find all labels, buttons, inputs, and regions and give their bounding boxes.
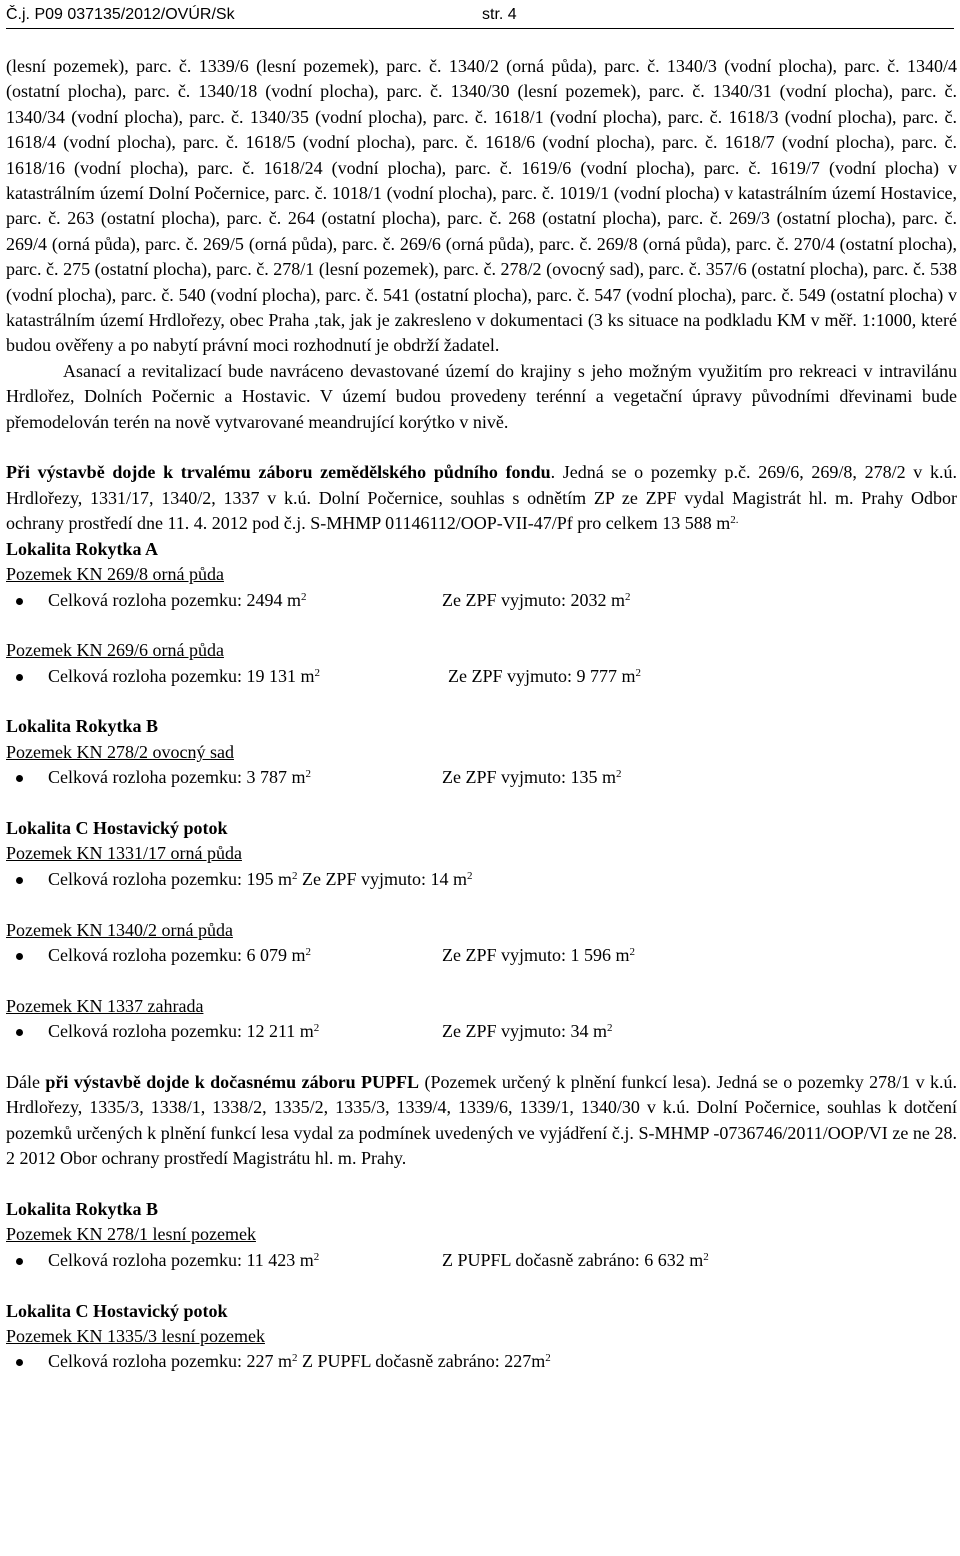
loc-c-p3-item	[6, 1019, 957, 1044]
loc-c2-p1-item	[6, 1349, 957, 1374]
loc-b-p1-area: Celková rozloha pozemku: 3 787 $m^2$	[48, 767, 311, 788]
zabor-text: . Jedná se o pozemky p.č. 269/6, 269/8, 278/2 v k.ú. Hrdlořezy, 1331/17, 1340/2, 1337 v k.ú. Dolní Počernice, souhlas s odnětím ZP ze ZPF vydal Magistrát hl. m. Prahy Odbor ochrany prostředí dne 11. 4. 2012 pod č.j. S-MHMP 01146112/OOP-VII-47/Pf pro celkem 13 588 m	[6, 462, 957, 534]
loc-a-p1-item	[6, 588, 957, 613]
loc-b2-p1-name: Pozemek KN 278/1 lesní pozemek	[6, 1224, 256, 1245]
loc-c-p1-name: Pozemek KN 1331/17 orná půda	[6, 843, 242, 864]
loc-c-p3-area: Celková rozloha pozemku: 12 211 $m^2$	[48, 1021, 320, 1042]
zabor-sup: 2.	[730, 514, 739, 527]
bullet-icon	[16, 598, 23, 605]
bullet-icon	[16, 953, 23, 960]
loc-c-p3-name: Pozemek KN 1337 zahrada	[6, 995, 204, 1016]
loc-b2-p1-zpf: Z PUPFL dočasně zabráno: 6 632 $m^2$	[442, 1249, 709, 1270]
loc-a-p2-item	[6, 664, 957, 689]
page-number: str. 4	[482, 6, 517, 23]
loc-a-p2-name: Pozemek KN 269/6 orná půda	[6, 640, 224, 661]
header-rule	[6, 28, 954, 29]
zabor-paragraph	[6, 460, 957, 536]
bullet-icon	[16, 674, 23, 681]
loc-c-p2-zpf: Ze ZPF vyjmuto: 1 596 $m^2$	[442, 945, 636, 966]
loc-b-p1-zpf: Ze ZPF vyjmuto: 135 $m^2$	[442, 767, 622, 788]
loc-b-p1-name: Pozemek KN 278/2 ovocný sad	[6, 741, 234, 762]
bullet-icon	[16, 1029, 23, 1036]
page-header	[6, 4, 954, 30]
loc-c-title: Lokalita C Hostavický potok	[6, 818, 228, 839]
loc-c-p1-area: Celková rozloha pozemku: 195 $m^2$ Ze ZPF vyjmuto: 14 $m^2$	[48, 868, 473, 889]
loc-c-p2-name: Pozemek KN 1340/2 orná půda	[6, 919, 233, 940]
bullet-icon	[16, 877, 23, 884]
loc-c2-p1-name: Pozemek KN 1335/3 lesní pozemek	[6, 1326, 265, 1347]
bullet-icon	[16, 1359, 23, 1366]
loc-a-title: Lokalita Rokytka A	[6, 538, 159, 559]
document-body	[6, 54, 957, 1375]
loc-b2-p1-area: Celková rozloha pozemku: 11 423 $m^2$	[48, 1249, 320, 1270]
loc-c-p1-item	[6, 867, 957, 892]
loc-a-p1-name: Pozemek KN 269/8 orná půda	[6, 564, 224, 585]
zabor-bold: Při výstavbě dojde k trvalému záboru zemědělského půdního fondu	[6, 462, 551, 483]
loc-a-p1-zpf: Ze ZPF vyjmuto: 2032 $m^2$	[442, 589, 631, 610]
pupfl-text: (Pozemek určený k plnění funkcí lesa). Jedná se o pozemky 278/1 v k.ú. Hrdlořezy, 1335/3, 1338/1, 1338/2, 1335/2, 1335/3, 1339/4, 1339/6, 1339/1, 1340/30 v k.ú. Dolní Počernice, souhlas k dotčení pozemků určených k plnění funkcí lesa vydal za podmínek uvedených ve vyjádření č.j. S-MHMP -0736746/2011/OOP/VI ze ne 28. 2 2012 Obor ochrany prostředí Magistrátu hl. m. Prahy.	[6, 1072, 958, 1169]
loc-a-p1-area: Celková rozloha pozemku: 2494 $m^2$	[48, 589, 307, 610]
loc-b2-title: Lokalita Rokytka B	[6, 1199, 159, 1220]
bullet-icon	[16, 1258, 23, 1265]
loc-b2-p1-item	[6, 1248, 957, 1273]
pupfl-bold: při výstavbě dojde k dočasnému záboru PUPFL	[45, 1072, 420, 1093]
loc-c-p2-item	[6, 943, 957, 968]
pupfl-paragraph: Dále při výstavbě dojde k dočasnému záboru PUPFL (Pozemek určený k plnění funkcí lesa). Jedná se o pozemky 278/1 v k.ú. Hrdlořezy, 1335/3, 1338/1, 1338/2, 1335/2, 1335/3, 1339/4, 1339/6, 1339/1, 1340/30 v k.ú. Dolní Počernice, souhlas k dotčení pozemků určených k plnění funkcí lesa vydal za podmínek uvedených ve vyjádření č.j. S-MHMP -0736746/2011/OOP/VI ze ne 28. 2 2012 Obor ochrany prostředí Magistrátu hl. m. Prahy.	[6, 1072, 958, 1169]
loc-c2-p1-area: Celková rozloha pozemku: 227 $m^2$ Z PUPFL dočasně zabráno: $227m^2$	[48, 1351, 551, 1372]
loc-b-p1-item	[6, 765, 957, 790]
loc-a-p2-area: Celková rozloha pozemku: 19 131 $m^2$	[48, 665, 320, 686]
loc-c-p3-zpf: Ze ZPF vyjmuto: 34 $m^2$	[442, 1021, 613, 1042]
loc-b-title: Lokalita Rokytka B	[6, 716, 159, 737]
loc-c-p2-area: Celková rozloha pozemku: 6 079 $m^2$	[48, 945, 311, 966]
loc-a-p2-zpf: Ze ZPF vyjmuto: 9 777 $m^2$	[448, 665, 642, 686]
document-reference: Č.j. P09 037135/2012/OVÚR/Sk	[6, 6, 235, 23]
intro-paragraph: (lesní pozemek), parc. č. 1339/6 (lesní pozemek), parc. č. 1340/2 (orná půda), parc. č. 1340/3 (vodní plocha), parc. č. 1340/4 (ostatní plocha), parc. č. 1340/18 (vodní plocha), parc. č. 1340/30 (lesní pozemek), parc. č. 1340/31 (vodní plocha), parc. č. 1340/34 (vodní plocha), parc. č. 1340/35 (vodní plocha), parc. č. 1618/1 (vodní plocha), parc. č. 1618/3 (vodní plocha), parc. č. 1618/4 (vodní plocha), parc. č. 1618/5 (vodní plocha), parc. č. 1618/6 (vodní plocha), parc. č. 1618/7 (vodní plocha), parc. č. 1618/16 (vodní plocha), parc. č. 1618/24 (vodní plocha), parc. č. 1619/6 (vodní plocha), parc. č. 1619/7 (vodní plocha) v katastrálním území Dolní Počernice, parc. č. 1018/1 (vodní plocha), parc. č. 1019/1 (vodní plocha) v katastrálním území Hostavice, parc. č. 263 (ostatní plocha), parc. č. 264 (ostatní plocha), parc. č. 268 (ostatní plocha), parc. č. 269/3 (ostatní plocha), parc. č. 269/4 (orná půda), parc. č. 269/5 (orná půda), parc. č. 269/6 (orná půda), parc. č. 269/8 (orná půda), parc. č. 270/4 (ostatní plocha), parc. č. 275 (ostatní plocha), parc. č. 278/1 (lesní pozemek), parc. č. 278/2 (ovocný sad), parc. č. 357/6 (ostatní plocha), parc. č. 538 (vodní plocha), parc. č. 540 (vodní plocha), parc. č. 541 (ostatní plocha), parc. č. 547 (vodní plocha), parc. č. 549 (ostatní plocha) v katastrálním území Hrdlořezy, obec Praha ,tak, jak je zakresleno v dokumentaci (3 ks situace na podkladu KM v měř. 1:1000, které budou ověřeny a po nabytí právní moci rozhodnutí je obdrží žadatel.	[6, 56, 957, 356]
bullet-icon	[16, 775, 23, 782]
asanace-paragraph: Asanací a revitalizací bude navráceno devastované území do krajiny s jeho možným využitím pro rekreaci v intravilánu Hrdlořez, Dolních Počernic a Hostavic. V území budou provedeny terénní a vegetační úpravy původními dřevinami bude přemodelován terén na nově vytvarované meandrující korýtko v nivě.	[6, 360, 957, 432]
loc-c2-title: Lokalita C Hostavický potok	[6, 1300, 228, 1321]
